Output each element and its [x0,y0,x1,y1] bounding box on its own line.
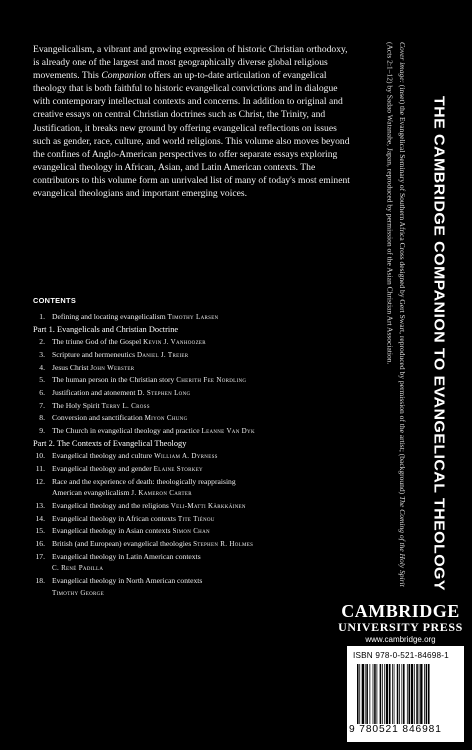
toc-number: 16. [35,539,45,549]
blurb-text-2: offers an up-to-date articulation of evangelical theology that is both faithful to historic evangelical convictions and in dialogue with contemporary intellectual contexts and concerns. In addition to original and creative essays on central Christian doctrines such as Christ, the Trinity, and Justification, it breaks new ground by offering evangelical reflections on issues such as gender, race, culture, and world religions. This volume also moves beyond the confines of Anglo-American perspectives to offer separate essays exploring evangelical theology in African, Asian, and Latin American contexts. The contributors to this volume form an unrivaled list of many of today's most eminent evangelical theologians and important emerging voices. [33,70,350,200]
toc-title: Evangelical theology and culture [52,451,153,461]
toc-entry [33,562,363,575]
toc-title: Evangelical theology in North American contexts [52,576,203,586]
barcode-bar [416,664,418,724]
toc-number: 13. [35,500,45,510]
barcode-bar [419,664,420,724]
barcode-bar [362,664,364,724]
toc-entry [33,587,363,600]
barcode-bar [365,664,366,724]
credit-artwork-title: The Coming of the Holy Spirit [398,496,407,587]
toc-author: Cherith Fee Nordling [176,376,247,385]
toc-part-heading [33,438,363,450]
credit-text-2: (Acts 2:1–12) by Sadao Watanabe, Japan, reproduced by permission of the Asian Christian Art Association. [385,42,395,365]
barcode-bar [411,664,413,724]
barcode-bar [373,664,374,724]
toc-author: William A. Dyrness [154,452,218,461]
barcode-bar [382,664,383,724]
publisher-name: CAMBRIDGE [341,601,460,621]
barcode-bar [392,664,393,724]
toc-title: Scripture and hermeneutics [52,349,136,359]
barcode-bar [403,664,405,724]
barcode-bar [357,664,359,724]
toc-title: Conversion and sanctification [52,413,143,423]
publisher-logo [333,602,468,646]
barcode-bar [389,664,391,724]
toc-title: American evangelicalism [52,488,130,498]
toc-entry [33,513,363,526]
barcode-bar [397,664,399,724]
toc-entry [33,311,363,324]
toc-number: 9. [39,426,45,436]
toc-author: Veli-Matti Kärkkäinen [170,501,246,510]
toc-number: 1. [39,312,45,321]
barcode-bar [407,664,408,724]
barcode-bar [386,664,388,724]
barcode-bar [394,664,395,724]
toc-entry [33,336,363,349]
spine-title: THE CAMBRIDGE COMPANION TO EVANGELICAL THEOLOGY [430,95,447,591]
toc-entry [33,387,363,400]
barcode-bar [428,664,430,724]
barcode-bar [377,664,378,724]
toc-entry [33,487,363,500]
toc-part-heading [33,324,363,336]
toc-author: C. René Padilla [52,564,104,573]
toc-number: 18. [35,576,45,586]
toc-entry [33,525,363,538]
barcode-bar [366,664,368,724]
toc-part-title: Part 1. Evangelicals and Christian Doctrine [33,324,179,334]
toc-entry [33,349,363,362]
publisher-url: www.cambridge.org [365,635,436,644]
toc-entry [33,400,363,413]
barcode-bar [369,664,370,724]
toc-number: 2. [39,337,45,347]
toc-number: 12. [35,476,45,486]
toc-title: The triune God of the Gospel [52,337,142,347]
barcode-bar [424,664,425,724]
toc-author: D. Stephen Long [137,388,191,397]
toc-title: Evangelical theology in Asian contexts [52,526,171,536]
toc-number: 15. [35,526,45,536]
toc-author: Terry L. Cross [101,401,150,410]
toc-number: 14. [35,513,45,523]
credit-label: Cover image: [398,42,407,84]
barcode-bar [399,664,400,724]
toc-entry [33,500,363,513]
toc-author: John Webster [90,363,135,372]
barcode-digits: 9 780521 846981 [349,724,442,735]
toc-title: The Holy Spirit [52,400,100,410]
toc-author: Timothy Larsen [167,313,219,321]
toc-title: Jesus Christ [52,362,89,372]
barcode-bar [384,664,385,724]
toc-title: Defining and locating evangelicalism [52,312,166,321]
toc-author: Kevin J. Vanhoozer [143,338,206,347]
barcode-bar [426,664,428,724]
table-of-contents [33,311,363,600]
toc-number: 4. [39,362,45,372]
toc-entry [33,476,363,488]
toc-title: Race and the experience of death: theologically reappraising [52,476,236,486]
toc-entry [33,450,363,463]
barcode-bar [414,664,415,724]
barcode-bar [420,664,422,724]
barcode-bar [374,664,376,724]
blurb-italic: Companion [101,70,147,82]
toc-number: 3. [39,349,45,359]
toc-number: 11. [35,463,45,473]
toc-author: Stephen R. Holmes [193,540,254,549]
toc-title: The human person in the Christian story [52,375,175,385]
toc-entry [33,538,363,551]
isbn-barcode-box [347,646,464,742]
contents-heading: CONTENTS [33,296,77,305]
toc-entry [33,362,363,375]
toc-entry [33,425,363,438]
toc-number: 10. [35,451,45,461]
toc-author: Leanne Van Dyk [201,427,255,436]
toc-part-title: Part 2. The Contexts of Evangelical Theology [33,438,187,448]
isbn-label: ISBN 978-0-521-84698-1 [353,651,449,660]
toc-title: Evangelical theology in Latin American contexts [52,551,201,561]
toc-title: Justification and atonement [52,387,136,397]
toc-entry [33,374,363,387]
toc-author: Timothy George [52,588,104,597]
back-cover-blurb [33,43,351,200]
toc-author: Simon Chan [172,527,210,536]
toc-title: Evangelical theology and gender [52,463,152,473]
toc-author: J. Kameron Carter [131,489,192,498]
toc-author: Miyon Chung [144,414,188,423]
barcode-icon [357,664,457,724]
cover-image-credit [370,42,408,588]
toc-entry [33,463,363,476]
toc-number: 6. [39,387,45,397]
toc-title: Evangelical theology and the religions [52,500,169,510]
toc-entry [33,412,363,425]
credit-text: (inset) the Evangelical Seminary of Southern Africa Cross designed by Gert Swart, reproduced by permission of the artist; (background) [398,83,407,497]
barcode-bar [380,664,382,724]
toc-number: 5. [39,375,45,385]
toc-number: 7. [39,400,45,410]
toc-title: British (and European) evangelical theologies [52,539,192,549]
toc-title: The Church in evangelical theology and practice [52,426,200,436]
barcode-bar [408,664,410,724]
toc-entry [33,575,363,587]
toc-number: 17. [35,551,45,561]
toc-number: 8. [39,413,45,423]
toc-author: Daniel J. Treier [137,350,189,359]
blurb-text-1: Evangelicalism, a vibrant and growing expression of historic Christian orthodoxy, is already one of the largest and most geographically diverse global religious movements. This [33,44,348,82]
barcode-bar [401,664,402,724]
toc-author: Tite Tiénou [177,514,215,523]
toc-entry [33,551,363,563]
toc-author: Elaine Storkey [153,464,203,473]
publisher-subtitle: UNIVERSITY PRESS [338,620,463,634]
toc-title: Evangelical theology in African contexts [52,513,176,523]
barcode-bar [359,664,360,724]
